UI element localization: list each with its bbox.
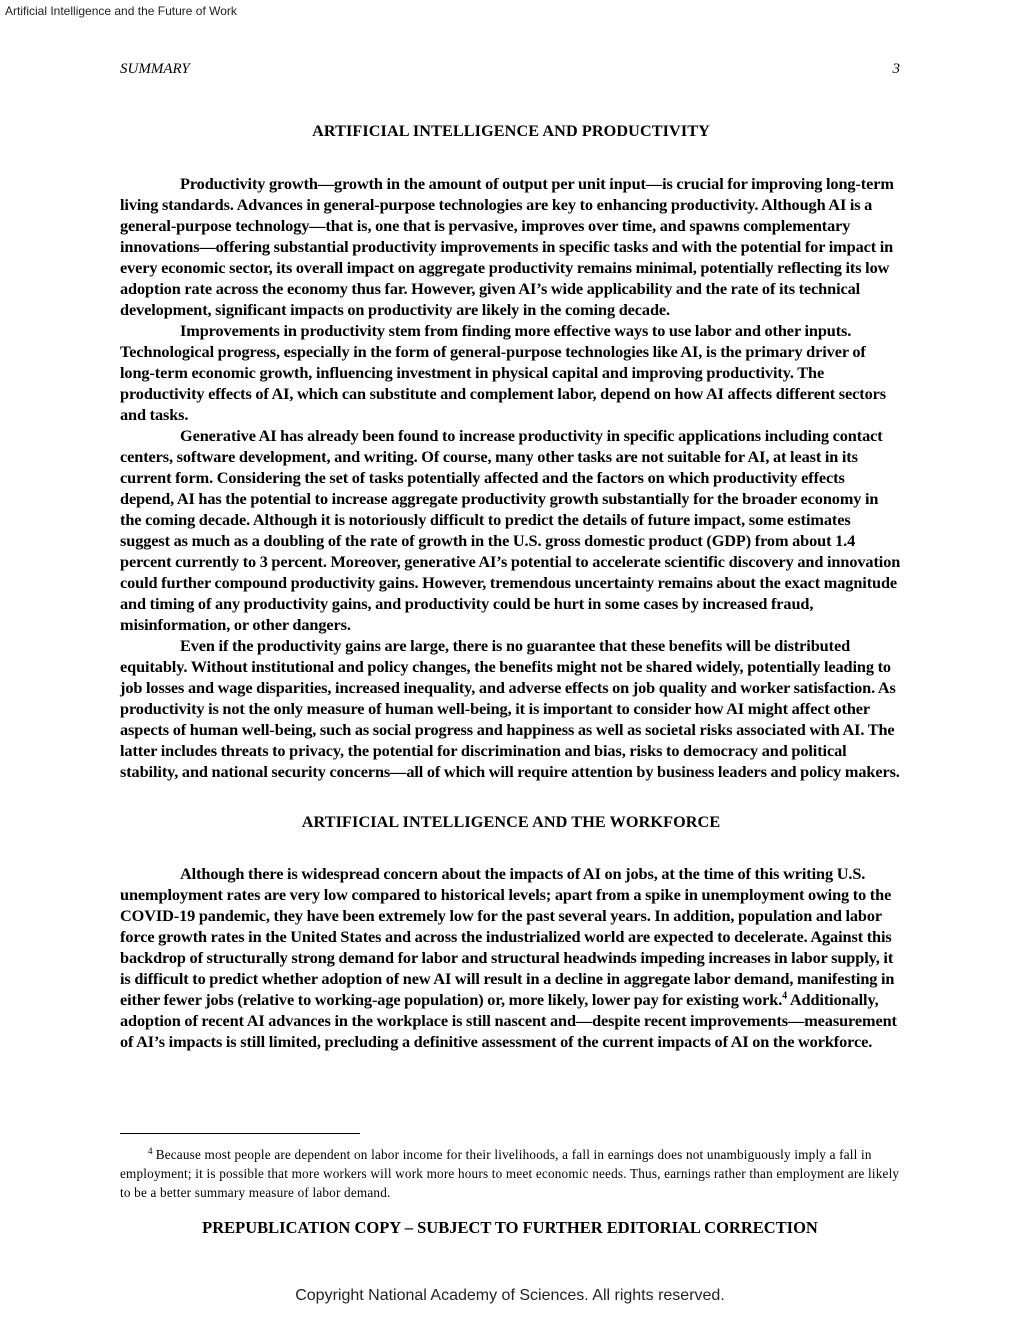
paragraph-text: Additionally, adoption of recent AI advances in the workplace is still nascent and—despite recent improvements—measurement of AI’s impacts is still limited, precluding a definitive assessment of the current impacts of AI on the workforce. [120,990,897,1051]
footnote-divider [120,1133,360,1134]
paragraph: Even if the productivity gains are large, there is no guarantee that these benefits will be distributed equitably. Without institutional and policy changes, the benefits might not be shared widely, potentially leading to job losses and wage disparities, increased inequality, and adverse effects on job quality and worker satisfaction. As productivity is not the only measure of human well-being, it is important to consider how AI might affect other aspects of human well-being, such as social progress and happiness as well as societal risks associated with AI. The latter includes threats to privacy, the potential for discrimination and bias, risks to democracy and political stability, and national security concerns—all of which will require attention by business leaders and policy makers. [120,636,900,781]
page-number: 3 [892,61,900,77]
paragraph [120,863,902,1052]
paragraph: Generative AI has already been found to increase productivity in specific applications including contact centers, software development, and writing. Of course, many other tasks are not suitable for AI, at least in its current form. Considering the set of tasks potentially affected and the factors on which productivity effects depend, AI has the potential to increase aggregate productivity growth substantially for the broader economy in the coming decade. Although it is notoriously difficult to predict the details of future impact, some estimates suggest as much as a doubling of the rate of growth in the U.S. gross domestic product (GDP) from about 1.4 percent currently to 3 percent. Moreover, generative AI’s potential to accelerate scientific discovery and innovation could further compound productivity gains. However, tremendous uncertainty remains about the exact magnitude and timing of any productivity gains, and productivity could be hurt in some cases by increased fraud, misinformation, or other dangers. [120,426,901,634]
document-title: Artificial Intelligence and the Future of Work [5,4,237,18]
section-heading-workforce: ARTIFICIAL INTELLIGENCE AND THE WORKFORCE [301,813,721,831]
footnote-reference: 4 [782,990,788,1002]
footnote-number: 4 [148,1145,153,1156]
paragraph: Improvements in productivity stem from finding more effective ways to use labor and other inputs. Technological progress, especially in the form of general-purpose technologies like AI, is the primary driver of long-term economic growth, influencing investment in physical capital and improving productivity. The productivity effects of AI, which can substitute and complement labor, depend on how AI affects different sectors and tasks. [120,321,886,424]
paragraph-text: Although there is widespread concern about the impacts of AI on jobs, at the time of this writing U.S. unemployment rates are very low compared to historical levels; apart from a spike in unemployment owing to the COVID-19 pandemic, they have been extremely low for the past several years. In addition, population and labor force growth rates in the United States and across the industrialized world are expected to decelerate. Against this backdrop of structurally strong demand for labor and structural headwinds impeding increases in labor supply, it is difficult to predict whether adoption of new AI will result in a decline in aggregate labor demand, manifesting in either fewer jobs (relative to working-age population) or, more likely, lower pay for existing work. [120,864,895,1009]
running-head [120,61,900,78]
footnote [120,1145,902,1202]
footnote-text: Because most people are dependent on labor income for their livelihoods, a fall in earnings does not unambiguously imply a fall in employment; it is possible that more workers will work more hours to meet economic needs. Thus, earnings rather than employment are likely to be a better summary measure of labor demand. [120,1147,900,1200]
paragraph: Productivity growth—growth in the amount of output per unit input—is crucial for improving long-term living standards. Advances in general-purpose technologies are key to enhancing productivity. Although AI is a general-purpose technology—that is, one that is pervasive, improves over time, and spawns complementary innovations—offering substantial productivity improvements in specific tasks and with the potential for impact in every economic sector, its overall impact on aggregate productivity remains minimal, potentially reflecting its low adoption rate across the economy thus far. However, given AI’s wide applicability and the rate of its technical development, significant impacts on productivity are likely in the coming decade. [120,174,894,319]
copyright-notice: Copyright National Academy of Sciences. All rights reserved. [295,1287,725,1304]
section-heading-productivity: ARTIFICIAL INTELLIGENCE AND PRODUCTIVITY [312,122,710,140]
running-head-section: SUMMARY [120,61,190,77]
prepublication-notice: PREPUBLICATION COPY – SUBJECT TO FURTHER EDITORIAL CORRECTION [202,1218,818,1237]
body-text [120,121,902,1052]
